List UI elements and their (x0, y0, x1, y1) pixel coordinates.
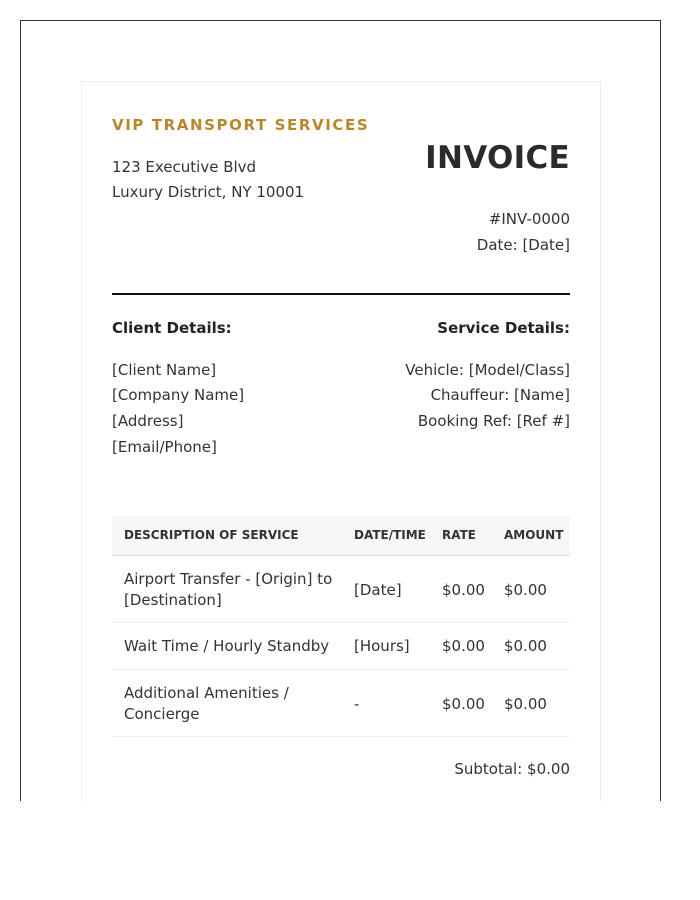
table-row (112, 670, 570, 737)
subtotal: Subtotal: $0.00 (454, 760, 570, 778)
service-chauffeur: Chauffeur: [Name] (430, 386, 570, 404)
service-details-heading: Service Details: (437, 319, 570, 337)
company-name: VIP TRANSPORT SERVICES (112, 116, 370, 134)
client-contact: [Email/Phone] (112, 438, 217, 456)
row-description: Additional Amenities / Concierge (124, 684, 289, 723)
services-table (112, 516, 570, 737)
row-amount: $0.00 (504, 637, 547, 655)
row-amount: $0.00 (504, 695, 547, 713)
client-name: [Client Name] (112, 361, 217, 379)
row-datetime: [Date] (354, 581, 402, 599)
row-datetime: [Hours] (354, 637, 410, 655)
row-description: Airport Transfer - [Origin] to [Destination] (124, 570, 333, 609)
row-rate: $0.00 (442, 581, 485, 599)
row-rate: $0.00 (442, 695, 485, 713)
client-details-heading: Client Details: (112, 319, 232, 337)
company-address-line1: 123 Executive Blvd (112, 158, 257, 176)
header-divider (112, 293, 570, 295)
col-header-datetime: DATE/TIME (354, 528, 426, 542)
table-row (112, 623, 570, 670)
row-amount: $0.00 (504, 581, 547, 599)
company-address-line2: Luxury District, NY 10001 (112, 183, 305, 201)
invoice-title: INVOICE (425, 140, 570, 176)
row-datetime: - (354, 695, 360, 713)
service-booking-ref: Booking Ref: [Ref #] (417, 412, 570, 430)
table-header (112, 516, 570, 556)
invoice-date: Date: [Date] (476, 236, 570, 254)
row-rate: $0.00 (442, 637, 485, 655)
service-vehicle: Vehicle: [Model/Class] (405, 361, 570, 379)
row-description: Wait Time / Hourly Standby (124, 637, 330, 655)
col-header-rate: RATE (442, 528, 476, 542)
table-row (112, 556, 570, 623)
col-header-description: DESCRIPTION OF SERVICE (124, 528, 299, 542)
col-header-amount: AMOUNT (504, 528, 564, 542)
client-company: [Company Name] (112, 386, 245, 404)
client-address: [Address] (112, 412, 184, 430)
invoice-number: #INV-0000 (488, 210, 570, 228)
